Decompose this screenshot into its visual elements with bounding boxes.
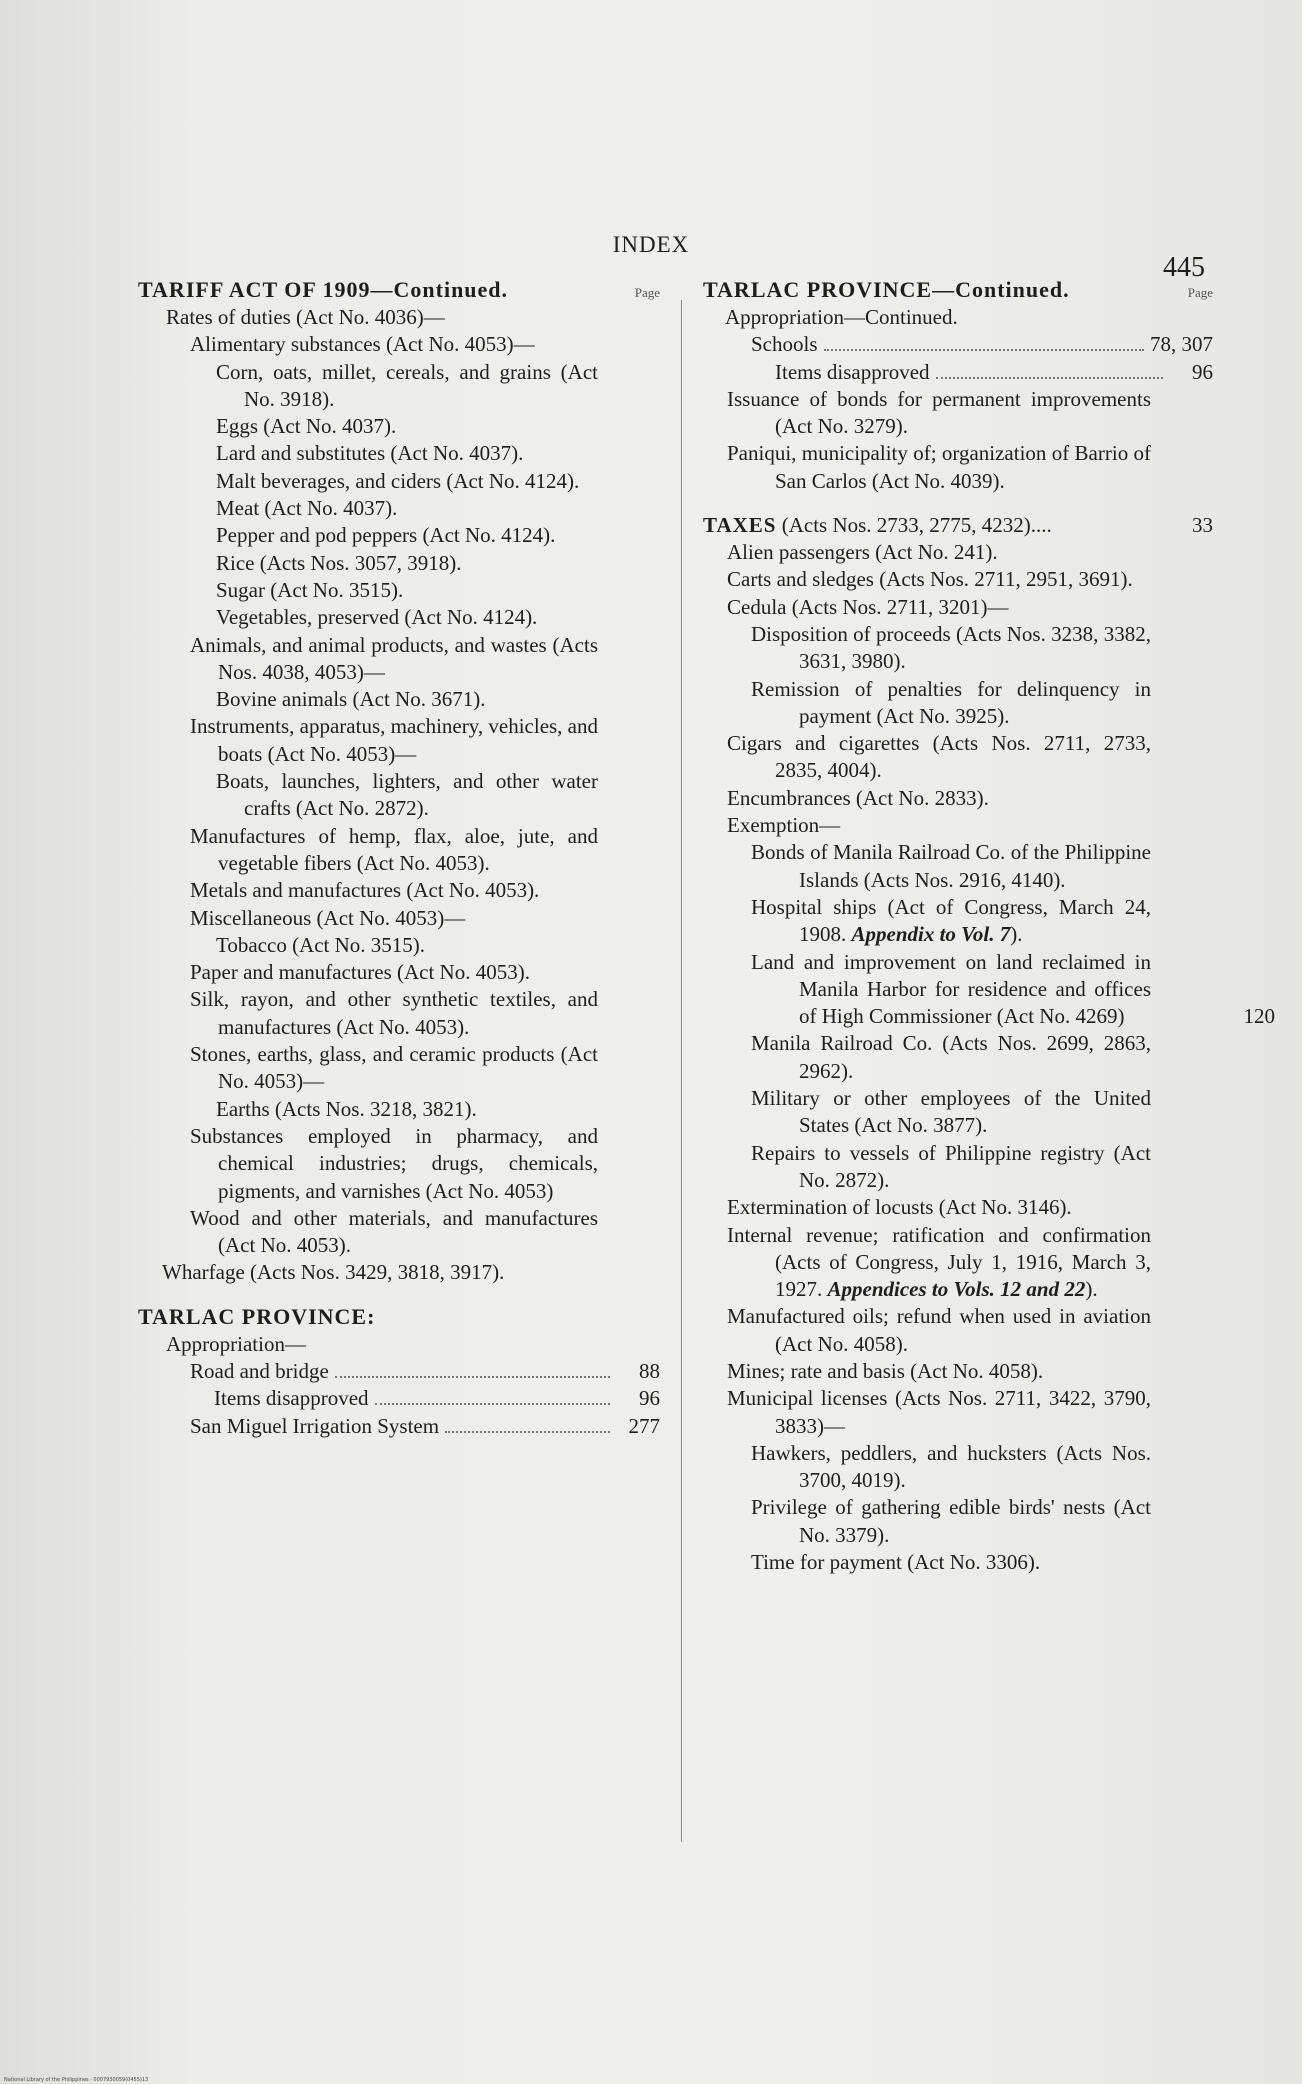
page-reference: 33 [1192, 513, 1213, 538]
entry-text: Items disapproved [214, 1386, 369, 1411]
index-entry: Metals and manufactures (Act No. 4053). [190, 878, 540, 903]
index-entry: Cedula (Acts Nos. 2711, 3201)— [727, 594, 1009, 619]
index-entry: Paniqui, municipality of; organization of Barrio of San Carlos (Act No. 4039). [727, 441, 1151, 493]
entry-text: San Miguel Irrigation System [190, 1413, 440, 1438]
entry-text: Land and improvement on land reclaimed in Manila Harbor for residence and offices of High Commissioner (Act No. 4269) [751, 949, 1151, 1029]
scan-footer: National Library of the Philippines · 0007930059(0455)13 [4, 2077, 149, 2083]
index-entry: Bovine animals (Act No. 3671). [216, 687, 486, 712]
index-entry: Miscellaneous (Act No. 4053)— [190, 905, 466, 930]
heading-text: TARLAC PROVINCE—Continued. [703, 277, 1070, 302]
index-entry: Privilege of gathering edible birds' nests (Act No. 3379). [751, 1495, 1151, 1547]
index-entry: Eggs (Act No. 4037). [216, 414, 397, 439]
page-number: 445 [1163, 252, 1205, 283]
page-column-label: Page [1187, 285, 1213, 300]
index-entry: Earths (Acts Nos. 3218, 3821). [216, 1096, 477, 1121]
index-entry: Alimentary substances (Act No. 4053)— [190, 332, 535, 357]
index-entry: Vegetables, preserved (Act No. 4124). [216, 605, 538, 630]
entry-text: Schools [751, 332, 818, 357]
section-heading [138, 276, 660, 304]
entry-text: Road and bridge [190, 1358, 329, 1383]
index-entry: Hospital ships (Act of Congress, March 24, 1908. Appendix to Vol. 7). [751, 894, 1151, 947]
taxes-heading [703, 511, 1213, 539]
entry-text: Hospital ships (Act of Congress, March 24, 1908. [751, 894, 1151, 947]
index-entry: Appropriation— [166, 1331, 306, 1356]
page-reference: 120 [1243, 1004, 1275, 1029]
page-reference: 96 [639, 1386, 660, 1411]
page-reference: 277 [628, 1413, 660, 1438]
taxes-acts: (Acts Nos. 2733, 2775, 4232).... [781, 513, 1052, 538]
index-entry: Manufactured oils; refund when used in aviation (Act No. 4058). [727, 1304, 1151, 1356]
entry-text: Internal revenue; ratification and confirmation (Acts of Congress, July 1, 1916, March 3, 1927. [727, 1222, 1151, 1302]
spacer [138, 1287, 660, 1303]
index-entry: Rice (Acts Nos. 3057, 3918). [216, 550, 462, 575]
appendix-reference: Appendix to Vol. 7 [851, 922, 1011, 947]
index-entry-with-page [138, 1413, 660, 1440]
dot-leader [445, 1431, 610, 1433]
index-entry: Lard and substitutes (Act No. 4037). [216, 441, 524, 466]
index-entry: Silk, rayon, and other synthetic textiles, and manufactures (Act No. 4053). [190, 987, 598, 1039]
index-entry: Meat (Act No. 4037). [216, 496, 398, 521]
left-column [138, 276, 660, 1440]
index-entry: Manila Railroad Co. (Acts Nos. 2699, 2863, 2962). [751, 1031, 1151, 1083]
index-entry: Bonds of Manila Railroad Co. of the Philippine Islands (Acts Nos. 2916, 4140). [751, 840, 1151, 892]
taxes-keyword: TAXES [703, 513, 777, 538]
index-entry: Boats, launches, lighters, and other water crafts (Act No. 2872). [216, 769, 598, 821]
index-entry: Hawkers, peddlers, and hucksters (Acts Nos. 3700, 4019). [751, 1440, 1151, 1493]
dot-leader [824, 349, 1144, 351]
index-entry: Substances employed in pharmacy, and chemical industries; drugs, chemicals, pigments, and varnishes (Act No. 4053) [190, 1123, 598, 1203]
index-entry: Municipal licenses (Acts Nos. 2711, 3422, 3790, 3833)— [727, 1386, 1151, 1438]
column-divider [681, 300, 682, 1842]
index-entry: Remission of penalties for delinquency in payment (Act No. 3925). [751, 676, 1151, 728]
right-column [703, 276, 1275, 1576]
entry-text: Items disapproved [775, 359, 930, 384]
page-column-label: Page [634, 285, 660, 300]
index-entry: Rates of duties (Act No. 4036)— [166, 305, 445, 329]
index-entry: Corn, oats, millet, cereals, and grains (Act No. 3918). [216, 359, 598, 411]
index-entry-with-page [703, 331, 1213, 358]
heading-text: TARIFF ACT OF 1909—Continued. [138, 277, 509, 302]
index-entry-with-page [703, 359, 1213, 386]
appendix-reference: Appendices to Vols. 12 and 22 [827, 1277, 1086, 1302]
dot-leader [936, 377, 1163, 379]
page-reference: 88 [639, 1358, 660, 1383]
page-reference: 96 [1192, 359, 1213, 384]
index-entry: Exemption— [727, 813, 841, 838]
index-entry: Cigars and cigarettes (Acts Nos. 2711, 2733, 2835, 4004). [727, 731, 1151, 783]
index-entry: Time for payment (Act No. 3306). [751, 1550, 1041, 1575]
index-entry: Pepper and pod peppers (Act No. 4124). [216, 523, 556, 548]
index-entry: Wood and other materials, and manufactures (Act No. 4053). [190, 1205, 598, 1258]
index-entry: Extermination of locusts (Act No. 3146). [727, 1195, 1072, 1220]
index-entry: Mines; rate and basis (Act No. 4058). [727, 1358, 1044, 1383]
section-heading [703, 276, 1213, 304]
page-reference: 78, 307 [1150, 332, 1213, 357]
tarlac-heading: TARLAC PROVINCE: [138, 1303, 376, 1329]
index-entry-with-page [138, 1358, 660, 1385]
index-entry: Issuance of bonds for permanent improvements (Act No. 3279). [727, 386, 1151, 439]
spacer [703, 495, 1213, 511]
index-entry: Appropriation—Continued. [725, 305, 958, 329]
dot-leader [375, 1403, 610, 1405]
index-entry-with-page [138, 1385, 660, 1412]
index-entry: Carts and sledges (Acts Nos. 2711, 2951, 3691). [727, 567, 1133, 592]
index-entry: Tobacco (Act No. 3515). [216, 932, 426, 957]
index-entry: Military or other employees of the United States (Act No. 3877). [751, 1086, 1151, 1138]
index-entry-with-page [703, 949, 1275, 1031]
index-entry: Paper and manufactures (Act No. 4053). [190, 960, 530, 985]
index-entry: Instruments, apparatus, machinery, vehicles, and boats (Act No. 4053)— [190, 714, 599, 766]
index-entry: Malt beverages, and ciders (Act No. 4124). [216, 468, 580, 493]
index-entry: Animals, and animal products, and wastes (Acts Nos. 4038, 4053)— [190, 632, 598, 684]
index-entry: Manufactures of hemp, flax, aloe, jute, and vegetable fibers (Act No. 4053). [190, 823, 598, 875]
index-entry: Internal revenue; ratification and confirmation (Acts of Congress, July 1, 1916, March 3, 1927. Appendices to Vols. 12 and 22). [727, 1222, 1151, 1302]
index-entry: Encumbrances (Act No. 2833). [727, 785, 989, 810]
index-entry: Wharfage (Acts Nos. 3429, 3818, 3917). [162, 1260, 505, 1285]
index-entry: Disposition of proceeds (Acts Nos. 3238, 3382, 3631, 3980). [751, 621, 1151, 674]
index-entry: Sugar (Act No. 3515). [216, 577, 404, 602]
index-entry: Alien passengers (Act No. 241). [727, 540, 998, 565]
running-head: INDEX [612, 232, 690, 257]
index-entry: Stones, earths, glass, and ceramic products (Act No. 4053)— [190, 1042, 598, 1094]
dot-leader [335, 1376, 610, 1378]
index-entry: Repairs to vessels of Philippine registry (Act No. 2872). [751, 1140, 1151, 1192]
